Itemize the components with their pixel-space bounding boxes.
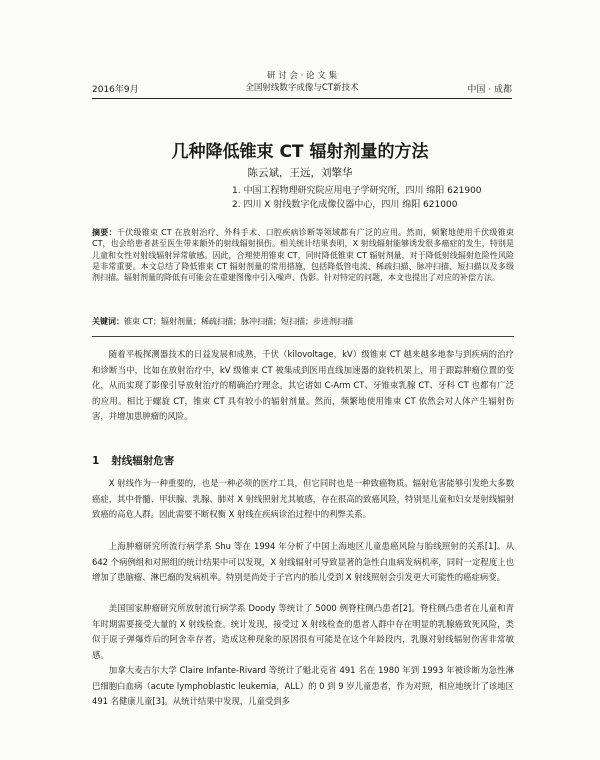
paper-title: 几种降低锥束 CT 辐射剂量的方法 bbox=[171, 142, 429, 162]
intro-paragraph: 随着平板探测器技术的日益发展和成熟，千伏（kilovoltage，kV）级锥束 CT 越来越多地参与到疾病的治疗和诊断当中，比如在放射治疗中，kV 级锥束 CT 被集成到医用直线加速器的旋转机架上，用于跟踪肿瘤位置的变化，从而实现了影像引导放射治疗的精确治疗理念。其它诸如 C-Arm CT、牙锥束乳腺 CT、牙科 CT 也都有广泛的应用。相比于螺旋 CT，锥束 CT 具有较小的辐射剂量。然而，频繁地使用锥束 CT 依然会对人体产生辐射伤害，并增加患肿瘤的风险。 bbox=[92, 349, 514, 422]
section-1-title: 射线辐射危害 bbox=[111, 455, 175, 467]
keywords bbox=[92, 316, 514, 327]
section-1-paragraph-3: 美国国家肿瘤研究所放射流行病学系 Doody 等统计了 5000 例脊柱侧凸患者[2]。脊柱侧凸患者在儿童和青年时期需要接受大量的 X 射线检查。统计发现，接受过 X 射线检查的患者人群中存在明显的乳腺癌致死风险，类似于原子弹爆炸后的阿舍幸存者，造成这种现象的原因很有可能是在这个年龄段内，乳腺对射线辐射伤害非常敏感。 bbox=[92, 603, 514, 660]
abstract bbox=[92, 227, 514, 283]
keywords-label: 关键词： bbox=[92, 317, 124, 326]
abstract-text: 千伏级锥束 CT 在放射治疗、外科手术、口腔疾病诊断等领域都有广泛的应用。然而，频繁地使用千伏级锥束 CT，也会给患者甚至医生带来额外的射线辐射损伤。相关统计结果表明，X 射线辐射能够诱发很多癌症的发生，特别是儿童和女性对射线辐射异常敏感。因此，合理使用锥束 CT，同时降低锥束 CT 辐射剂量，对于降低射线辐射危险性风险是非常重要。本文总结了降低锥束 CT 辐射剂量的常用措施，包括降低管电流、稀疏扫描、脉冲扫描、短扫描以及多级剂扫描。辐射剂量的降低有可能会在重建图像中引入噪声、伪影。针对特定的问题，本文也提出了对应的补偿方法。 bbox=[92, 228, 514, 283]
section-1-paragraph-1: X 射线作为一种重要的，也是一种必须的医疗工具，但它同时也是一种致癌物质。辐射危害能够引发绝大多数癌症，其中骨髓、甲状腺、乳腺、肺对 X 射线照射尤其敏感，存在很高的致癌风险，特别是儿童和妇女是射线辐射致癌的高危人群。因此需要不断权衡 X 射线在疾病诊治过程中的利弊关系。 bbox=[92, 478, 514, 520]
section-1-paragraph-4: 加拿大麦吉尔大学 Claire Infante-Rivard 等统计了魁北克省 491 名在 1980 年到 1993 年被诊断为急性淋巴细胞白血病（acute lymphoblastic leukemia，ALL）的 0 到 9 岁儿童患者，作为对照，相应地统计了该地区 491 名健康儿童[3]。从统计结果中发现，儿童受到多 bbox=[92, 665, 514, 707]
divider bbox=[92, 336, 514, 337]
running-header bbox=[92, 68, 512, 99]
authors: 陈云斌，王远，刘擎华 bbox=[247, 167, 353, 179]
header-location: 中国 · 成都 bbox=[467, 85, 512, 95]
section-1-paragraph-2: 上海肿瘤研究所流行病学系 Shu 等在 1994 年分析了中国上海地区儿童患癌风险与胎线照射的关系[1]。从 642 个病例组和对照组的统计结果中可以发现，X 射线辐射可导致显著的急性白血病发病机率，同时一定程度上也增加了患脑瘤、淋巴瘤的发病机率。特别是尚处于子宫内的胎儿受到 X 射线照射会引发更大可能性的癌症病变。 bbox=[92, 541, 514, 583]
affiliation-2: 2. 四川 X 射线数字化成像仪器中心，四川 绵阳 621000 bbox=[232, 200, 458, 210]
section-1-number: 1 bbox=[92, 455, 100, 467]
keywords-text: 锥束 CT；辐射剂量；稀疏扫描；脉冲扫描；短扫描；步进剂扫描 bbox=[124, 317, 354, 326]
section-1-heading bbox=[92, 453, 186, 468]
header-series: 全国射线数字成像与CT新技术 bbox=[245, 83, 359, 93]
header-date: 2016年9月 bbox=[92, 85, 139, 95]
header-column: 研 讨 会 · 论 文 集 bbox=[267, 71, 337, 81]
affiliations bbox=[232, 184, 482, 212]
header-center bbox=[92, 70, 512, 94]
affiliation-1: 1. 中国工程物理研究院应用电子学研究所，四川 绵阳 621900 bbox=[232, 186, 482, 196]
abstract-label: 摘要： bbox=[92, 228, 117, 237]
